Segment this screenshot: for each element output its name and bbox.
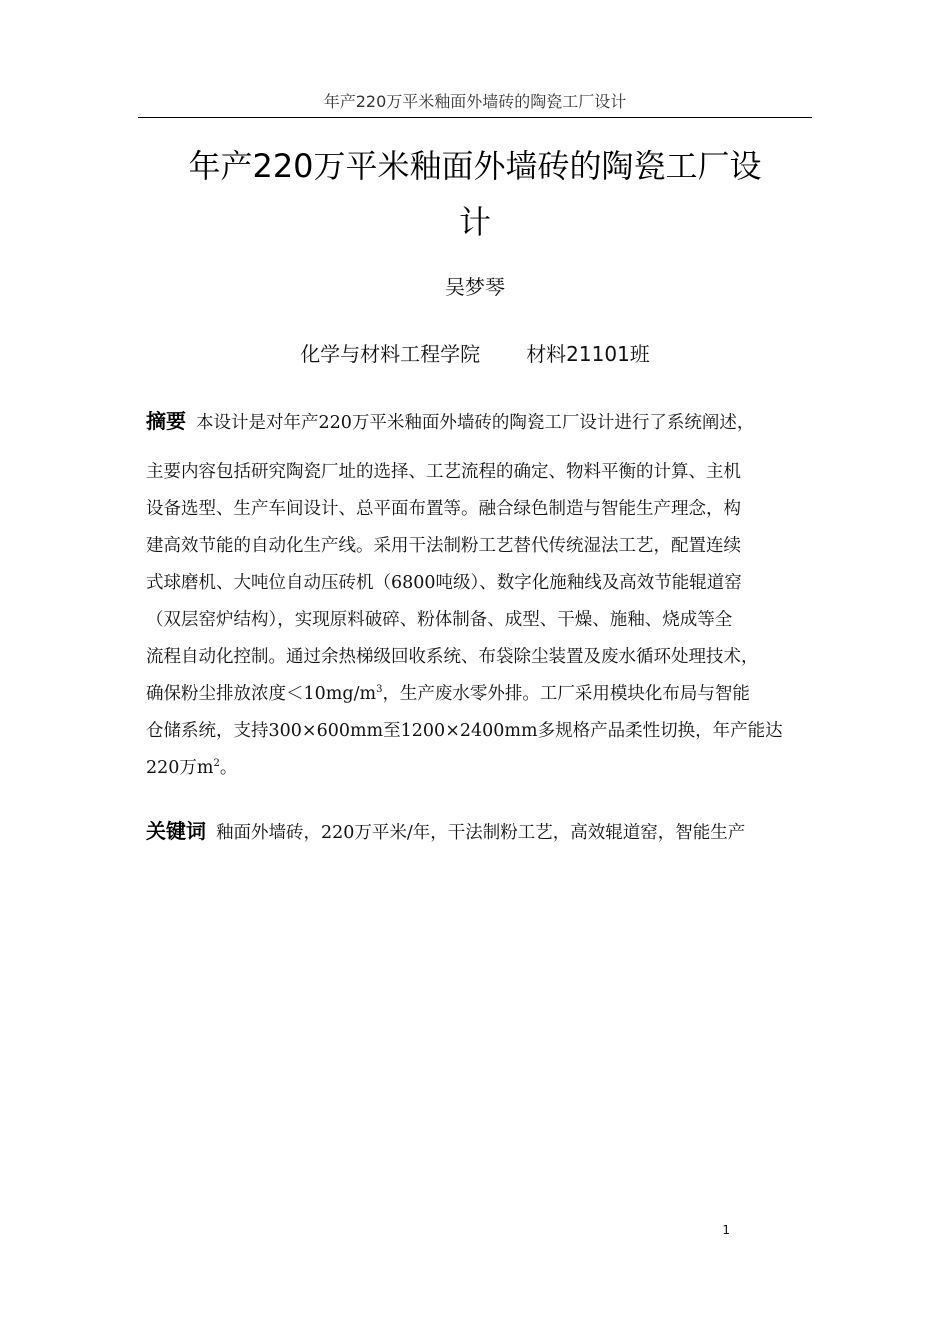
abstract-text-line: 主要内容包括研究陶瓷厂址的选择、工艺流程的确定、物料平衡的计算、主机 (146, 462, 741, 482)
page-number: 1 (722, 1223, 730, 1237)
capacity-text: 220万m (146, 758, 214, 778)
abstract-body (146, 454, 820, 787)
author-name: 吴梦琴 (445, 275, 505, 299)
keywords-label: 关键词 (146, 819, 206, 843)
abstract-text-line: 仓储系统，支持300×600mm至1200×2400mm多规格产品柔性切换，年产能达 (146, 721, 783, 741)
abstract-label: 摘要 (146, 409, 186, 433)
abstract-section (146, 404, 820, 787)
abstract-text-line: 式球磨机、大吨位自动压砖机（6800吨级）、数字化施釉线及高效节能辊道窑 (146, 573, 742, 593)
abstract-text-line: 本设计是对年产220万平米釉面外墙砖的陶瓷工厂设计进行了系统阐述， (196, 413, 755, 433)
abstract-first-line (146, 404, 820, 438)
abstract-text-line (146, 750, 820, 787)
superscript-2: 2 (213, 758, 220, 769)
abstract-text-line (146, 676, 820, 713)
superscript-3: 3 (376, 684, 383, 695)
abstract-text-fragment: 。 (219, 758, 238, 778)
class-name: 材料21101班 (526, 342, 650, 366)
header-divider (138, 117, 812, 118)
running-header: 年产220万平米釉面外墙砖的陶瓷工厂设计 (323, 92, 627, 111)
title-line-2: 计 (458, 203, 491, 241)
abstract-text-line: 建高效节能的自动化生产线。采用干法制粉工艺替代传统湿法工艺，配置连续 (146, 536, 741, 556)
affiliation (140, 340, 810, 368)
abstract-text-line: （双层窑炉结构），实现原料破碎、粉体制备、成型、干燥、施釉、烧成等全 (146, 610, 733, 630)
title-line-1: 年产220万平米釉面外墙砖的陶瓷工厂设 (188, 147, 762, 185)
abstract-text-line: 流程自动化控制。通过余热梯级回收系统、布袋除尘装置及废水循环处理技术， (146, 647, 759, 667)
school-name: 化学与材料工程学院 (300, 342, 481, 366)
keywords-section (146, 816, 820, 848)
abstract-text-fragment: ，生产废水零外排。工厂采用模块化布局与智能 (382, 684, 750, 704)
abstract-text-line: 设备选型、生产车间设计、总平面布置等。融合绿色制造与智能生产理念，构 (146, 499, 741, 519)
keywords-text: 釉面外墙砖，220万平米/年，干法制粉工艺，高效辊道窑，智能生产 (216, 823, 746, 843)
document-title (140, 138, 810, 250)
dust-limit-text: 确保粉尘排放浓度＜10mg/m (146, 684, 377, 704)
